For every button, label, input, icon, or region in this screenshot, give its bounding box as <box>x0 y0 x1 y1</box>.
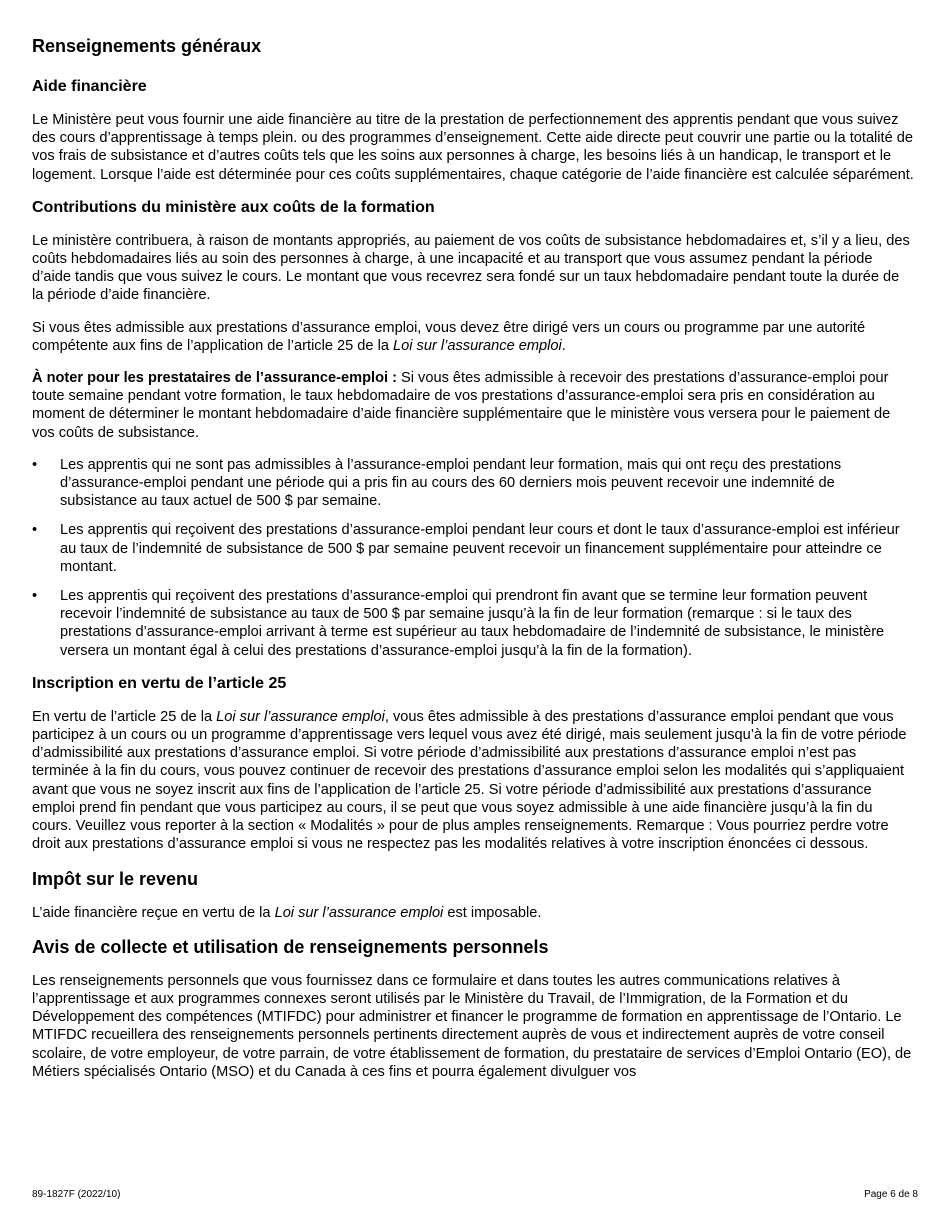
section25-text-after: , vous êtes admissible à des prestations d’assurance emploi pendant que vous participez à un cours ou un programme d’apprentissage vers lequel vous avez été dirigé, mais seulement jusqu’à la fin de votre période d’admissibilité aux prestations d’assurance emploi. Si votre période d’admissibilité aux prestations d’assurance emploi n’est pas terminée à la fin du cours, vous pouvez continuer de recevoir des prestations d’assurance emploi selon les modalités qui s’appliquaient avant que vous ne soyez inscrit aux fins de l’application de l’article 25. Si votre période d’admissibilité aux prestations d’assurance emploi prend fin pendant que vous participez au cours, il se peut que vous soyez admissible à une aide financière jusqu’à la fin du cours. Veuillez vous reporter à la section « Modalités » pour de plus amples renseignements. Remarque : Vous pourriez perdre votre droit aux prestations d’assurance emploi si vous ne respectez pas les modalités relatives à votre inscription énoncées ci dessous. <box>32 708 907 853</box>
bullet-glyph: • <box>32 588 38 605</box>
contributions-paragraph-1: Le ministère contribuera, à raison de montants appropriés, au paiement de vos coûts de subsistance hebdomadaires et, s’il y a lieu, des coûts hebdomadaires liés au soin des personnes à charge, à une incapacité et au transport que vous assumez pendant la période d’aide tandis que vous suivez le cours. Le montant que vous recevrez sera fondé sur un taux hebdomadaire pendant toute la durée de la période d’aide financière. <box>32 232 910 304</box>
heading-section-25: Inscription en vertu de l’article 25 <box>32 674 287 692</box>
form-number: 89-1827F (2022/10) <box>32 1189 121 1200</box>
privacy-paragraph: Les renseignements personnels que vous fournissez dans ce formulaire et dans toutes les autres communications relatives à l’apprentissage et aux programmes connexes seront utilisés par le Ministère du Travail, de l’Immigration, de la Formation et du Développement des compétences (MTIFDC) pour administrer et financer le programme de formation en apprentissage de l’Ontario. Le MTIFDC recueillera des renseignements personnels pertinents directement auprès de vous et indirectement auprès de votre conseil scolaire, de votre employeur, de votre parrain, de votre établissement de formation, du prestataire de services d’Emploi Ontario (EO), de Métiers spécialisés Ontario (MSO) et du Canada à ces fins et pourra également divulguer vos <box>32 972 912 1080</box>
act-title: Loi sur l’assurance emploi <box>393 337 562 354</box>
ei-bullet-list <box>32 456 914 660</box>
section25-text-before: En vertu de l’article 25 de la <box>32 708 217 725</box>
bullet-glyph: • <box>32 522 38 539</box>
page-number: Page 6 de 8 <box>864 1189 918 1200</box>
tax-text-before: L’aide financière reçue en vertu de la <box>32 904 275 921</box>
list-item-text: Les apprentis qui reçoivent des prestations d’assurance-emploi qui prendront fin avant que se termine leur formation peuvent recevoir l’indemnité de subsistance au taux de 500 $ par semaine jusqu’à la fin de leur formation (remarque : si le taux des prestations d’assurance-emploi arrivant à terme est supérieur au taux hebdomadaire de l’indemnité de subsistance, le ministère versera un montant égal à celui des prestations d’assurance-emploi jusqu’à la fin de la formation). <box>60 588 885 659</box>
heading-ministry-contributions: Contributions du ministère aux coûts de la formation <box>32 198 435 216</box>
act-title: Loi sur l’assurance emploi <box>274 904 444 921</box>
heading-privacy-notice: Avis de collecte et utilisation de renseignements personnels <box>32 936 549 957</box>
ei-note-text: Si vous êtes admissible à recevoir des prestations d’assurance-emploi pour toute semaine pendant votre formation, le taux hebdomadaire de vos prestations d’assurance-emploi sera pris en considération au moment de déterminer le montant hebdomadaire d’aide financière supplémentaire que le ministère vous versera pour le paiement de vos coûts de subsistance. <box>32 370 891 441</box>
section-25-paragraph <box>32 708 914 854</box>
list-item <box>32 587 914 660</box>
heading-financial-aid: Aide financière <box>32 78 147 95</box>
bullet-glyph: • <box>32 456 38 473</box>
list-item-text: Les apprentis qui ne sont pas admissibles à l’assurance-emploi pendant leur formation, mais qui ont reçu des prestations d’assurance-emploi pendant une période qui a pris fin au cours des 60 derniers mois peuvent recevoir une indemnité de subsistance au taux actuel de 500 $ par semaine. <box>60 456 842 510</box>
heading-general-info: Renseignements généraux <box>32 36 262 56</box>
act-title: Loi sur l’assurance emploi <box>216 708 385 725</box>
financial-aid-paragraph: Le Ministère peut vous fournir une aide financière au titre de la prestation de perfectionnement des apprentis pendant que vous suivez des cours d’apprentissage à temps plein. ou des programmes d’enseignement. Cette aide directe peut couvrir une partie ou la totalité de vos frais de subsistance et d’autres coûts tels que les soins aux personnes à charge, les besoins liés à un handicap, le transport et le logement. Lorsque l’aide est déterminée pour ces coûts supplémentaires, chaque catégorie de l’aide financière est calculée séparément. <box>32 112 914 183</box>
document-page <box>32 35 914 1095</box>
list-item <box>32 521 914 576</box>
list-item-text: Les apprentis qui reçoivent des prestations d’assurance-emploi pendant leur cours et dont le taux d’assurance-emploi est inférieur au taux de l’indemnité de subsistance de 500 $ par semaine peuvent recevoir un financement supplémentaire pour atteindre ce montant. <box>60 522 900 575</box>
heading-income-tax: Impôt sur le revenu <box>32 868 199 889</box>
tax-text-after: est imposable. <box>443 904 542 921</box>
list-item <box>32 456 914 511</box>
contrib-text-after: . <box>561 337 566 354</box>
income-tax-paragraph <box>32 904 914 922</box>
contributions-paragraph-2 <box>32 319 914 355</box>
ei-note-paragraph <box>32 369 914 442</box>
ei-note-label: À noter pour les prestataires de l’assurance-emploi : <box>32 370 397 387</box>
contrib-text-before: Si vous êtes admissible aux prestations d’assurance emploi, vous devez être dirigé vers un cours ou programme par une autorité compétente aux fins de l’application de l’article 25 de la <box>32 319 866 354</box>
